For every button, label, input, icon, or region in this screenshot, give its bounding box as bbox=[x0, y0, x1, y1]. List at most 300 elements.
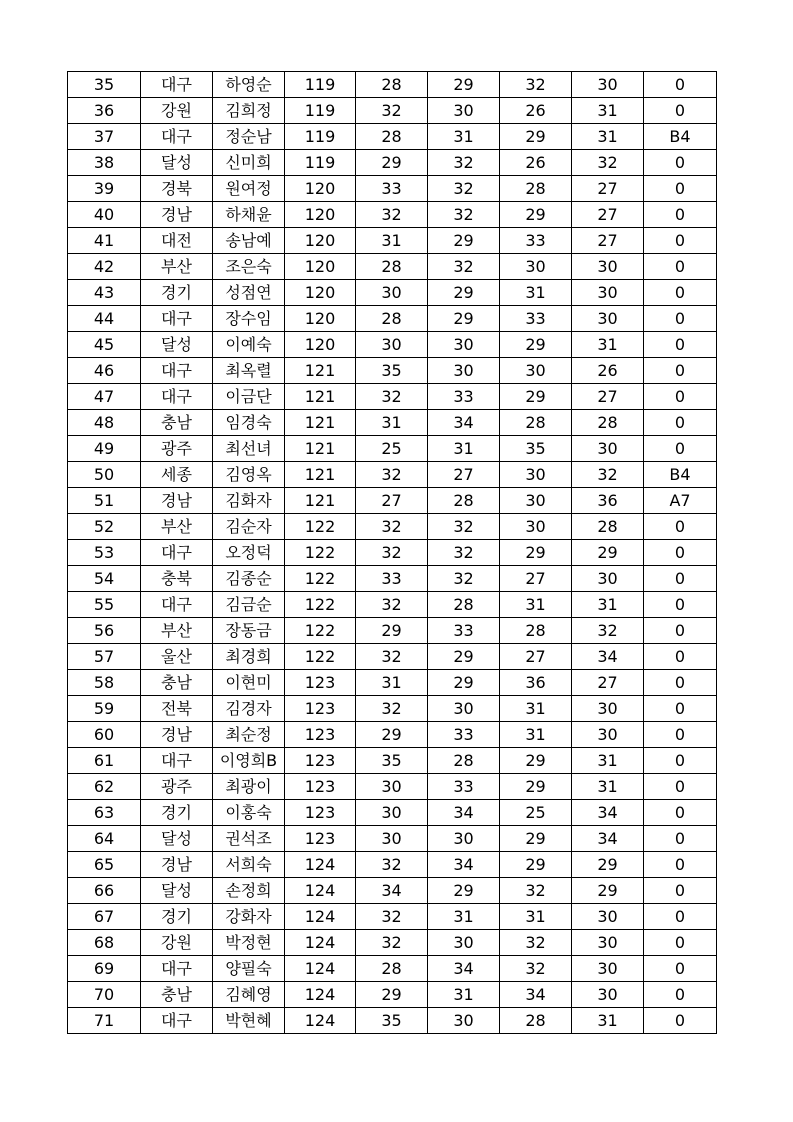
region-cell: 강원 bbox=[141, 930, 213, 956]
round2-cell: 32 bbox=[428, 566, 500, 592]
total-score-cell: 124 bbox=[285, 982, 356, 1008]
note-cell: 0 bbox=[644, 644, 717, 670]
name-cell: 박정현 bbox=[213, 930, 285, 956]
region-cell: 대구 bbox=[141, 306, 213, 332]
round2-cell: 34 bbox=[428, 410, 500, 436]
round4-cell: 27 bbox=[572, 202, 644, 228]
total-score-cell: 121 bbox=[285, 410, 356, 436]
round2-cell: 30 bbox=[428, 930, 500, 956]
note-cell: 0 bbox=[644, 306, 717, 332]
name-cell: 이예숙 bbox=[213, 332, 285, 358]
region-cell: 광주 bbox=[141, 774, 213, 800]
round2-cell: 29 bbox=[428, 878, 500, 904]
round3-cell: 29 bbox=[500, 202, 572, 228]
region-cell: 충북 bbox=[141, 566, 213, 592]
round4-cell: 30 bbox=[572, 904, 644, 930]
round1-cell: 33 bbox=[356, 566, 428, 592]
rank-cell: 63 bbox=[68, 800, 141, 826]
round1-cell: 31 bbox=[356, 410, 428, 436]
table-row bbox=[68, 800, 717, 826]
round1-cell: 29 bbox=[356, 982, 428, 1008]
note-cell: 0 bbox=[644, 98, 717, 124]
round4-cell: 27 bbox=[572, 176, 644, 202]
note-cell: 0 bbox=[644, 696, 717, 722]
rank-cell: 49 bbox=[68, 436, 141, 462]
region-cell: 전북 bbox=[141, 696, 213, 722]
table-row bbox=[68, 774, 717, 800]
table-row bbox=[68, 384, 717, 410]
note-cell: 0 bbox=[644, 540, 717, 566]
region-cell: 달성 bbox=[141, 826, 213, 852]
region-cell: 강원 bbox=[141, 98, 213, 124]
round1-cell: 32 bbox=[356, 592, 428, 618]
round3-cell: 35 bbox=[500, 436, 572, 462]
note-cell: 0 bbox=[644, 332, 717, 358]
round3-cell: 26 bbox=[500, 150, 572, 176]
round1-cell: 32 bbox=[356, 904, 428, 930]
round1-cell: 30 bbox=[356, 800, 428, 826]
rank-cell: 37 bbox=[68, 124, 141, 150]
round1-cell: 31 bbox=[356, 670, 428, 696]
total-score-cell: 121 bbox=[285, 358, 356, 384]
round3-cell: 28 bbox=[500, 1008, 572, 1034]
note-cell: 0 bbox=[644, 930, 717, 956]
region-cell: 부산 bbox=[141, 254, 213, 280]
total-score-cell: 121 bbox=[285, 436, 356, 462]
note-cell: 0 bbox=[644, 150, 717, 176]
region-cell: 달성 bbox=[141, 150, 213, 176]
rank-cell: 58 bbox=[68, 670, 141, 696]
table-row bbox=[68, 176, 717, 202]
round3-cell: 25 bbox=[500, 800, 572, 826]
round2-cell: 30 bbox=[428, 332, 500, 358]
name-cell: 최선녀 bbox=[213, 436, 285, 462]
region-cell: 경남 bbox=[141, 202, 213, 228]
round2-cell: 29 bbox=[428, 280, 500, 306]
name-cell: 장수임 bbox=[213, 306, 285, 332]
note-cell: B4 bbox=[644, 462, 717, 488]
region-cell: 경북 bbox=[141, 176, 213, 202]
round1-cell: 32 bbox=[356, 852, 428, 878]
round3-cell: 32 bbox=[500, 930, 572, 956]
name-cell: 성점연 bbox=[213, 280, 285, 306]
round3-cell: 26 bbox=[500, 98, 572, 124]
rank-cell: 53 bbox=[68, 540, 141, 566]
round2-cell: 29 bbox=[428, 72, 500, 98]
round2-cell: 28 bbox=[428, 592, 500, 618]
rank-cell: 38 bbox=[68, 150, 141, 176]
total-score-cell: 121 bbox=[285, 384, 356, 410]
round4-cell: 31 bbox=[572, 774, 644, 800]
round3-cell: 31 bbox=[500, 904, 572, 930]
table-row bbox=[68, 358, 717, 384]
region-cell: 광주 bbox=[141, 436, 213, 462]
table-row bbox=[68, 748, 717, 774]
table-row bbox=[68, 202, 717, 228]
round4-cell: 32 bbox=[572, 618, 644, 644]
round1-cell: 32 bbox=[356, 696, 428, 722]
table-row bbox=[68, 930, 717, 956]
round2-cell: 31 bbox=[428, 904, 500, 930]
rank-cell: 40 bbox=[68, 202, 141, 228]
round3-cell: 29 bbox=[500, 124, 572, 150]
note-cell: 0 bbox=[644, 176, 717, 202]
round1-cell: 32 bbox=[356, 514, 428, 540]
round4-cell: 31 bbox=[572, 748, 644, 774]
round4-cell: 29 bbox=[572, 852, 644, 878]
rank-cell: 56 bbox=[68, 618, 141, 644]
note-cell: B4 bbox=[644, 124, 717, 150]
round4-cell: 28 bbox=[572, 410, 644, 436]
total-score-cell: 120 bbox=[285, 280, 356, 306]
total-score-cell: 122 bbox=[285, 514, 356, 540]
round4-cell: 31 bbox=[572, 124, 644, 150]
note-cell: 0 bbox=[644, 618, 717, 644]
note-cell: 0 bbox=[644, 514, 717, 540]
total-score-cell: 120 bbox=[285, 254, 356, 280]
total-score-cell: 123 bbox=[285, 748, 356, 774]
round4-cell: 31 bbox=[572, 98, 644, 124]
round1-cell: 28 bbox=[356, 72, 428, 98]
region-cell: 대구 bbox=[141, 358, 213, 384]
rank-cell: 42 bbox=[68, 254, 141, 280]
name-cell: 오정덕 bbox=[213, 540, 285, 566]
rank-cell: 71 bbox=[68, 1008, 141, 1034]
table-row bbox=[68, 98, 717, 124]
round2-cell: 33 bbox=[428, 384, 500, 410]
table-row bbox=[68, 904, 717, 930]
note-cell: 0 bbox=[644, 878, 717, 904]
rank-cell: 36 bbox=[68, 98, 141, 124]
note-cell: 0 bbox=[644, 410, 717, 436]
round1-cell: 28 bbox=[356, 124, 428, 150]
table-row bbox=[68, 410, 717, 436]
total-score-cell: 123 bbox=[285, 670, 356, 696]
round1-cell: 35 bbox=[356, 748, 428, 774]
name-cell: 김희정 bbox=[213, 98, 285, 124]
round1-cell: 35 bbox=[356, 1008, 428, 1034]
region-cell: 경기 bbox=[141, 280, 213, 306]
region-cell: 달성 bbox=[141, 332, 213, 358]
round4-cell: 26 bbox=[572, 358, 644, 384]
round2-cell: 27 bbox=[428, 462, 500, 488]
name-cell: 권석조 bbox=[213, 826, 285, 852]
round2-cell: 32 bbox=[428, 202, 500, 228]
total-score-cell: 123 bbox=[285, 696, 356, 722]
round4-cell: 29 bbox=[572, 878, 644, 904]
round2-cell: 29 bbox=[428, 644, 500, 670]
table-row bbox=[68, 722, 717, 748]
table-row bbox=[68, 1008, 717, 1034]
table-row bbox=[68, 696, 717, 722]
round4-cell: 27 bbox=[572, 670, 644, 696]
total-score-cell: 120 bbox=[285, 228, 356, 254]
round1-cell: 29 bbox=[356, 150, 428, 176]
round4-cell: 27 bbox=[572, 228, 644, 254]
region-cell: 경남 bbox=[141, 722, 213, 748]
region-cell: 부산 bbox=[141, 618, 213, 644]
note-cell: 0 bbox=[644, 852, 717, 878]
table-row bbox=[68, 514, 717, 540]
round1-cell: 28 bbox=[356, 956, 428, 982]
name-cell: 김혜영 bbox=[213, 982, 285, 1008]
table-row bbox=[68, 592, 717, 618]
round3-cell: 29 bbox=[500, 826, 572, 852]
rank-cell: 61 bbox=[68, 748, 141, 774]
table-row bbox=[68, 878, 717, 904]
round2-cell: 30 bbox=[428, 1008, 500, 1034]
name-cell: 서희숙 bbox=[213, 852, 285, 878]
note-cell: 0 bbox=[644, 254, 717, 280]
total-score-cell: 123 bbox=[285, 826, 356, 852]
table-row bbox=[68, 488, 717, 514]
round3-cell: 31 bbox=[500, 696, 572, 722]
table-row bbox=[68, 852, 717, 878]
round3-cell: 29 bbox=[500, 748, 572, 774]
total-score-cell: 123 bbox=[285, 774, 356, 800]
round1-cell: 32 bbox=[356, 384, 428, 410]
round2-cell: 28 bbox=[428, 748, 500, 774]
round4-cell: 30 bbox=[572, 72, 644, 98]
name-cell: 이금단 bbox=[213, 384, 285, 410]
region-cell: 대구 bbox=[141, 384, 213, 410]
total-score-cell: 120 bbox=[285, 202, 356, 228]
round1-cell: 29 bbox=[356, 722, 428, 748]
results-table-body bbox=[68, 72, 717, 1034]
round1-cell: 25 bbox=[356, 436, 428, 462]
region-cell: 대구 bbox=[141, 72, 213, 98]
total-score-cell: 119 bbox=[285, 150, 356, 176]
table-row bbox=[68, 670, 717, 696]
note-cell: 0 bbox=[644, 202, 717, 228]
rank-cell: 47 bbox=[68, 384, 141, 410]
note-cell: 0 bbox=[644, 748, 717, 774]
table-row bbox=[68, 826, 717, 852]
round3-cell: 29 bbox=[500, 852, 572, 878]
region-cell: 대전 bbox=[141, 228, 213, 254]
total-score-cell: 122 bbox=[285, 592, 356, 618]
table-row bbox=[68, 254, 717, 280]
total-score-cell: 124 bbox=[285, 878, 356, 904]
round3-cell: 27 bbox=[500, 566, 572, 592]
round3-cell: 28 bbox=[500, 176, 572, 202]
name-cell: 최옥렬 bbox=[213, 358, 285, 384]
round3-cell: 29 bbox=[500, 540, 572, 566]
total-score-cell: 119 bbox=[285, 72, 356, 98]
round4-cell: 30 bbox=[572, 436, 644, 462]
region-cell: 대구 bbox=[141, 748, 213, 774]
round3-cell: 28 bbox=[500, 410, 572, 436]
round1-cell: 30 bbox=[356, 826, 428, 852]
total-score-cell: 122 bbox=[285, 644, 356, 670]
round1-cell: 32 bbox=[356, 98, 428, 124]
note-cell: 0 bbox=[644, 956, 717, 982]
note-cell: 0 bbox=[644, 566, 717, 592]
table-row bbox=[68, 150, 717, 176]
rank-cell: 50 bbox=[68, 462, 141, 488]
round2-cell: 33 bbox=[428, 722, 500, 748]
rank-cell: 62 bbox=[68, 774, 141, 800]
total-score-cell: 124 bbox=[285, 930, 356, 956]
rank-cell: 48 bbox=[68, 410, 141, 436]
round3-cell: 31 bbox=[500, 722, 572, 748]
round3-cell: 33 bbox=[500, 228, 572, 254]
name-cell: 조은숙 bbox=[213, 254, 285, 280]
name-cell: 김종순 bbox=[213, 566, 285, 592]
name-cell: 이홍숙 bbox=[213, 800, 285, 826]
region-cell: 대구 bbox=[141, 1008, 213, 1034]
round2-cell: 29 bbox=[428, 670, 500, 696]
table-row bbox=[68, 618, 717, 644]
round1-cell: 30 bbox=[356, 774, 428, 800]
round1-cell: 32 bbox=[356, 644, 428, 670]
name-cell: 양필숙 bbox=[213, 956, 285, 982]
name-cell: 임경숙 bbox=[213, 410, 285, 436]
note-cell: 0 bbox=[644, 280, 717, 306]
region-cell: 경남 bbox=[141, 852, 213, 878]
round1-cell: 29 bbox=[356, 618, 428, 644]
round2-cell: 31 bbox=[428, 124, 500, 150]
round1-cell: 32 bbox=[356, 202, 428, 228]
round4-cell: 30 bbox=[572, 306, 644, 332]
results-table bbox=[67, 71, 717, 1034]
round1-cell: 34 bbox=[356, 878, 428, 904]
round2-cell: 32 bbox=[428, 540, 500, 566]
name-cell: 이영희B bbox=[213, 748, 285, 774]
region-cell: 충남 bbox=[141, 982, 213, 1008]
round4-cell: 31 bbox=[572, 592, 644, 618]
round1-cell: 28 bbox=[356, 306, 428, 332]
round1-cell: 30 bbox=[356, 332, 428, 358]
total-score-cell: 121 bbox=[285, 462, 356, 488]
table-row bbox=[68, 956, 717, 982]
total-score-cell: 120 bbox=[285, 332, 356, 358]
round2-cell: 30 bbox=[428, 826, 500, 852]
table-row bbox=[68, 644, 717, 670]
name-cell: 김영옥 bbox=[213, 462, 285, 488]
region-cell: 부산 bbox=[141, 514, 213, 540]
round4-cell: 34 bbox=[572, 800, 644, 826]
round2-cell: 30 bbox=[428, 696, 500, 722]
round2-cell: 29 bbox=[428, 228, 500, 254]
total-score-cell: 124 bbox=[285, 956, 356, 982]
name-cell: 김순자 bbox=[213, 514, 285, 540]
round1-cell: 28 bbox=[356, 254, 428, 280]
name-cell: 김화자 bbox=[213, 488, 285, 514]
note-cell: A7 bbox=[644, 488, 717, 514]
round2-cell: 31 bbox=[428, 982, 500, 1008]
round3-cell: 30 bbox=[500, 462, 572, 488]
round2-cell: 28 bbox=[428, 488, 500, 514]
round2-cell: 32 bbox=[428, 254, 500, 280]
rank-cell: 64 bbox=[68, 826, 141, 852]
rank-cell: 54 bbox=[68, 566, 141, 592]
round4-cell: 28 bbox=[572, 514, 644, 540]
region-cell: 경기 bbox=[141, 904, 213, 930]
note-cell: 0 bbox=[644, 774, 717, 800]
round2-cell: 30 bbox=[428, 358, 500, 384]
total-score-cell: 119 bbox=[285, 98, 356, 124]
table-row bbox=[68, 332, 717, 358]
round1-cell: 32 bbox=[356, 462, 428, 488]
name-cell: 장동금 bbox=[213, 618, 285, 644]
round1-cell: 33 bbox=[356, 176, 428, 202]
note-cell: 0 bbox=[644, 826, 717, 852]
name-cell: 최광이 bbox=[213, 774, 285, 800]
table-row bbox=[68, 566, 717, 592]
name-cell: 강화자 bbox=[213, 904, 285, 930]
name-cell: 김경자 bbox=[213, 696, 285, 722]
note-cell: 0 bbox=[644, 384, 717, 410]
region-cell: 경기 bbox=[141, 800, 213, 826]
round2-cell: 33 bbox=[428, 774, 500, 800]
rank-cell: 70 bbox=[68, 982, 141, 1008]
note-cell: 0 bbox=[644, 436, 717, 462]
round3-cell: 31 bbox=[500, 592, 572, 618]
total-score-cell: 124 bbox=[285, 1008, 356, 1034]
round2-cell: 32 bbox=[428, 150, 500, 176]
round4-cell: 27 bbox=[572, 384, 644, 410]
round2-cell: 34 bbox=[428, 800, 500, 826]
rank-cell: 44 bbox=[68, 306, 141, 332]
round3-cell: 29 bbox=[500, 774, 572, 800]
round3-cell: 34 bbox=[500, 982, 572, 1008]
name-cell: 최경희 bbox=[213, 644, 285, 670]
name-cell: 하영순 bbox=[213, 72, 285, 98]
total-score-cell: 123 bbox=[285, 722, 356, 748]
round1-cell: 27 bbox=[356, 488, 428, 514]
round1-cell: 31 bbox=[356, 228, 428, 254]
round3-cell: 30 bbox=[500, 488, 572, 514]
total-score-cell: 122 bbox=[285, 540, 356, 566]
round3-cell: 29 bbox=[500, 384, 572, 410]
round1-cell: 35 bbox=[356, 358, 428, 384]
region-cell: 경남 bbox=[141, 488, 213, 514]
round4-cell: 32 bbox=[572, 462, 644, 488]
round4-cell: 30 bbox=[572, 280, 644, 306]
table-row bbox=[68, 124, 717, 150]
round4-cell: 29 bbox=[572, 540, 644, 566]
rank-cell: 39 bbox=[68, 176, 141, 202]
round4-cell: 36 bbox=[572, 488, 644, 514]
name-cell: 이현미 bbox=[213, 670, 285, 696]
round3-cell: 32 bbox=[500, 72, 572, 98]
round3-cell: 33 bbox=[500, 306, 572, 332]
round4-cell: 30 bbox=[572, 696, 644, 722]
note-cell: 0 bbox=[644, 358, 717, 384]
round4-cell: 34 bbox=[572, 826, 644, 852]
rank-cell: 59 bbox=[68, 696, 141, 722]
round4-cell: 31 bbox=[572, 332, 644, 358]
round2-cell: 29 bbox=[428, 306, 500, 332]
table-row bbox=[68, 436, 717, 462]
rank-cell: 41 bbox=[68, 228, 141, 254]
round4-cell: 32 bbox=[572, 150, 644, 176]
total-score-cell: 119 bbox=[285, 124, 356, 150]
round4-cell: 30 bbox=[572, 254, 644, 280]
total-score-cell: 120 bbox=[285, 306, 356, 332]
name-cell: 박현혜 bbox=[213, 1008, 285, 1034]
table-row bbox=[68, 462, 717, 488]
table-row bbox=[68, 306, 717, 332]
round3-cell: 32 bbox=[500, 878, 572, 904]
note-cell: 0 bbox=[644, 72, 717, 98]
round4-cell: 30 bbox=[572, 930, 644, 956]
region-cell: 대구 bbox=[141, 540, 213, 566]
round1-cell: 30 bbox=[356, 280, 428, 306]
rank-cell: 35 bbox=[68, 72, 141, 98]
name-cell: 송남예 bbox=[213, 228, 285, 254]
